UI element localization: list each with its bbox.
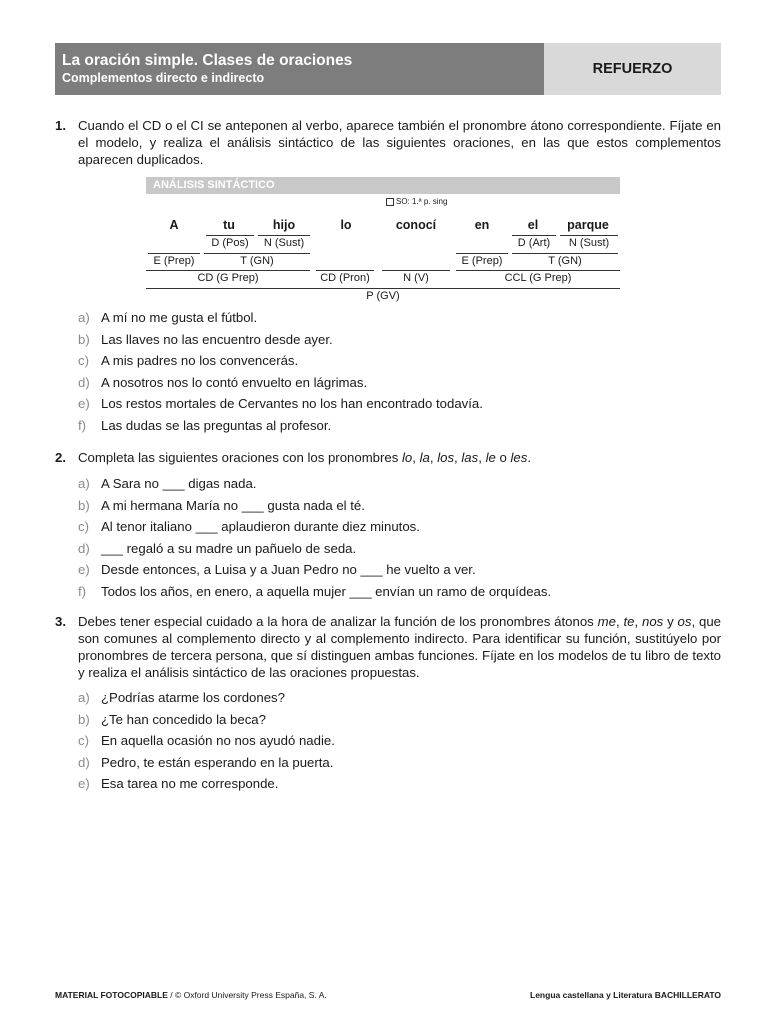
list-item (78, 581, 718, 603)
analysis-label: E (Prep) (153, 255, 195, 267)
question-text-part: Debes tener especial cuidado a la hora de analizar la función de los pronombres átonos (78, 614, 598, 629)
syntactic-analysis-model (146, 177, 620, 307)
list-item (78, 473, 718, 495)
item-text: ¿Podrías atarme los cordones? (101, 690, 285, 705)
pronoun: lo (402, 450, 413, 465)
subject-note-text: SO: 1.ª p. sing (396, 197, 448, 206)
item-letter: d) (78, 754, 90, 770)
item-text: Desde entonces, a Luisa y a Juan Pedro no ___ he vuelto a ver. (101, 562, 476, 577)
word-token: el (527, 218, 539, 232)
word-token: lo (340, 218, 352, 232)
analysis-line (316, 270, 374, 271)
analysis-label: D (Pos) (211, 237, 249, 249)
item-letter: c) (78, 733, 89, 748)
page-subtitle: Complementos directo e indirecto (62, 71, 265, 85)
question-text (78, 449, 721, 466)
item-text: A nosotros nos lo contó envuelto en lágrimas. (101, 374, 368, 390)
item-text: A mi hermana María no ___ gusta nada el té. (101, 497, 365, 513)
question-text-part: , que son comunes al complemento directo y al complemento indirecto. Para identificar su función, sustitúyelo por pronombres de tercera persona, que sí distinguen ambas funciones. Fíjate en los modelos de tu libro de texto y realiza el análisis sintáctico de las oraciones propuestas. (78, 614, 722, 680)
word-token: A (169, 218, 179, 232)
separator: , (478, 450, 486, 465)
analysis-line (204, 253, 310, 254)
item-text: Todos los años, en enero, a aquella mujer ___ envían un ramo de orquídeas. (101, 583, 552, 599)
item-letter: e) (78, 396, 90, 411)
level-badge: REFUERZO (544, 43, 721, 95)
worksheet-header (55, 43, 721, 95)
item-text: Las dudas se las preguntas al profesor. (101, 417, 332, 433)
analysis-line (382, 270, 450, 271)
list-item (78, 687, 718, 709)
analysis-line (206, 235, 254, 236)
question-1 (55, 117, 721, 168)
pronoun: le (485, 450, 496, 465)
footer-bold-text: MATERIAL FOTOCOPIABLE (55, 990, 168, 1000)
item-text: A mí no me gusta el fútbol. (101, 310, 258, 325)
separator: . (527, 450, 532, 465)
list-item (78, 730, 718, 752)
list-item (78, 393, 718, 415)
word-token: tu (223, 218, 235, 232)
separator: o (495, 450, 511, 465)
footer-copyright (55, 990, 327, 1000)
analysis-line (512, 235, 556, 236)
item-text: ¿Te han concedido la beca? (101, 711, 266, 727)
item-letter: c) (78, 519, 89, 534)
question-2-items (78, 473, 718, 602)
question-number: 1. (55, 118, 66, 133)
list-item (78, 350, 718, 372)
list-item (78, 372, 718, 394)
word-token: conocí (395, 218, 437, 232)
item-letter: f) (78, 417, 87, 433)
item-text: Pedro, te están esperando en la puerta. (101, 754, 334, 770)
item-letter: d) (78, 374, 90, 390)
item-text: A mis padres no los convencerás. (101, 353, 299, 368)
analysis-label: N (Sust) (263, 237, 305, 249)
item-letter: a) (78, 310, 90, 325)
list-item (78, 307, 718, 329)
word-token: parque (567, 218, 609, 232)
pronoun: te (623, 614, 635, 629)
list-item (78, 495, 718, 517)
pronoun: las (461, 450, 479, 465)
analysis-heading: ANÁLISIS SINTÁCTICO (146, 177, 620, 194)
analysis-label: CD (Pron) (320, 272, 370, 284)
footer-course: Lengua castellana y Literatura BACHILLERATO (530, 990, 721, 1000)
question-text: Cuando el CD o el CI se anteponen al verbo, aparece también el pronombre átono correspondiente. Fíjate en el modelo, y realiza el análisis sintáctico de las siguientes oraciones, en las que estos complementos aparecen duplicados. (78, 118, 721, 167)
separator: , (454, 450, 462, 465)
analysis-line (456, 270, 620, 271)
item-letter: e) (78, 776, 90, 791)
question-3 (55, 613, 721, 681)
pronoun: os (677, 614, 692, 629)
question-number: 2. (55, 450, 66, 465)
analysis-line (146, 288, 620, 289)
separator: , (412, 450, 420, 465)
item-letter: b) (78, 331, 90, 347)
list-item (78, 752, 718, 774)
list-item (78, 773, 718, 795)
analysis-label: E (Prep) (461, 255, 503, 267)
list-item (78, 559, 718, 581)
analysis-label: D (Art) (517, 237, 551, 249)
list-item (78, 516, 718, 538)
question-1-items (78, 307, 718, 436)
item-text: Los restos mortales de Cervantes no los han encontrado todavía. (101, 396, 483, 411)
analysis-label: N (V) (403, 272, 429, 284)
item-letter: b) (78, 711, 90, 727)
item-letter: d) (78, 540, 90, 556)
pronoun: los (437, 450, 455, 465)
analysis-label: P (GV) (366, 290, 400, 302)
item-letter: a) (78, 476, 90, 491)
separator: , (429, 450, 438, 465)
analysis-line (148, 253, 200, 254)
list-item (78, 329, 718, 351)
item-text: Esa tarea no me corresponde. (101, 776, 279, 791)
list-item (78, 709, 718, 731)
analysis-line (456, 253, 508, 254)
analysis-label: CCL (G Prep) (504, 272, 572, 284)
subject-note (386, 197, 447, 206)
analysis-line (560, 235, 618, 236)
item-letter: e) (78, 562, 90, 577)
pronoun: les (510, 450, 528, 465)
item-letter: b) (78, 497, 90, 513)
analysis-line (146, 270, 310, 271)
list-item (78, 538, 718, 560)
question-number: 3. (55, 614, 66, 629)
analysis-label: CD (G Prep) (197, 272, 259, 284)
list-item (78, 415, 718, 437)
omitted-subject-icon (386, 198, 394, 206)
item-text: Al tenor italiano ___ aplaudieron durante diez minutos. (101, 519, 420, 534)
pronoun: nos (641, 614, 664, 629)
item-text: ___ regaló a su madre un pañuelo de seda. (101, 540, 357, 556)
analysis-line (258, 235, 310, 236)
analysis-label: N (Sust) (568, 237, 610, 249)
item-text: Las llaves no las encuentro desde ayer. (101, 331, 333, 347)
word-token: hijo (272, 218, 296, 232)
question-3-items (78, 687, 718, 795)
question-text: Debes tener especial cuidado a la hora de analizar la función de los pronombres átonos me, te, nos y os, que son comunes al complemento directo y al complemento indirecto. Para identificar su función, sustitúyelo por pronombres de tercera persona, que sí distinguen ambas funciones. Fíjate en los modelos de tu libro de texto y realiza el análisis sintáctico de las oraciones propuestas. (78, 614, 722, 680)
item-letter: c) (78, 353, 89, 368)
page-title: La oración simple. Clases de oraciones (62, 52, 353, 69)
item-text: En aquella ocasión no nos ayudó nadie. (101, 733, 335, 748)
analysis-line (512, 253, 618, 254)
item-text: A Sara no ___ digas nada. (101, 476, 257, 491)
question-2 (55, 449, 721, 466)
footer-text: / © Oxford University Press España, S. A. (167, 990, 327, 1000)
analysis-label: T (GN) (548, 255, 582, 267)
item-letter: a) (78, 690, 90, 705)
analysis-label: T (GN) (240, 255, 274, 267)
item-letter: f) (78, 583, 87, 599)
pronoun: me (597, 614, 616, 629)
header-title-block (55, 43, 544, 95)
word-token: en (474, 218, 490, 232)
question-text-part: Completa las siguientes oraciones con los pronombres (78, 450, 402, 465)
pronoun: la (419, 450, 430, 465)
